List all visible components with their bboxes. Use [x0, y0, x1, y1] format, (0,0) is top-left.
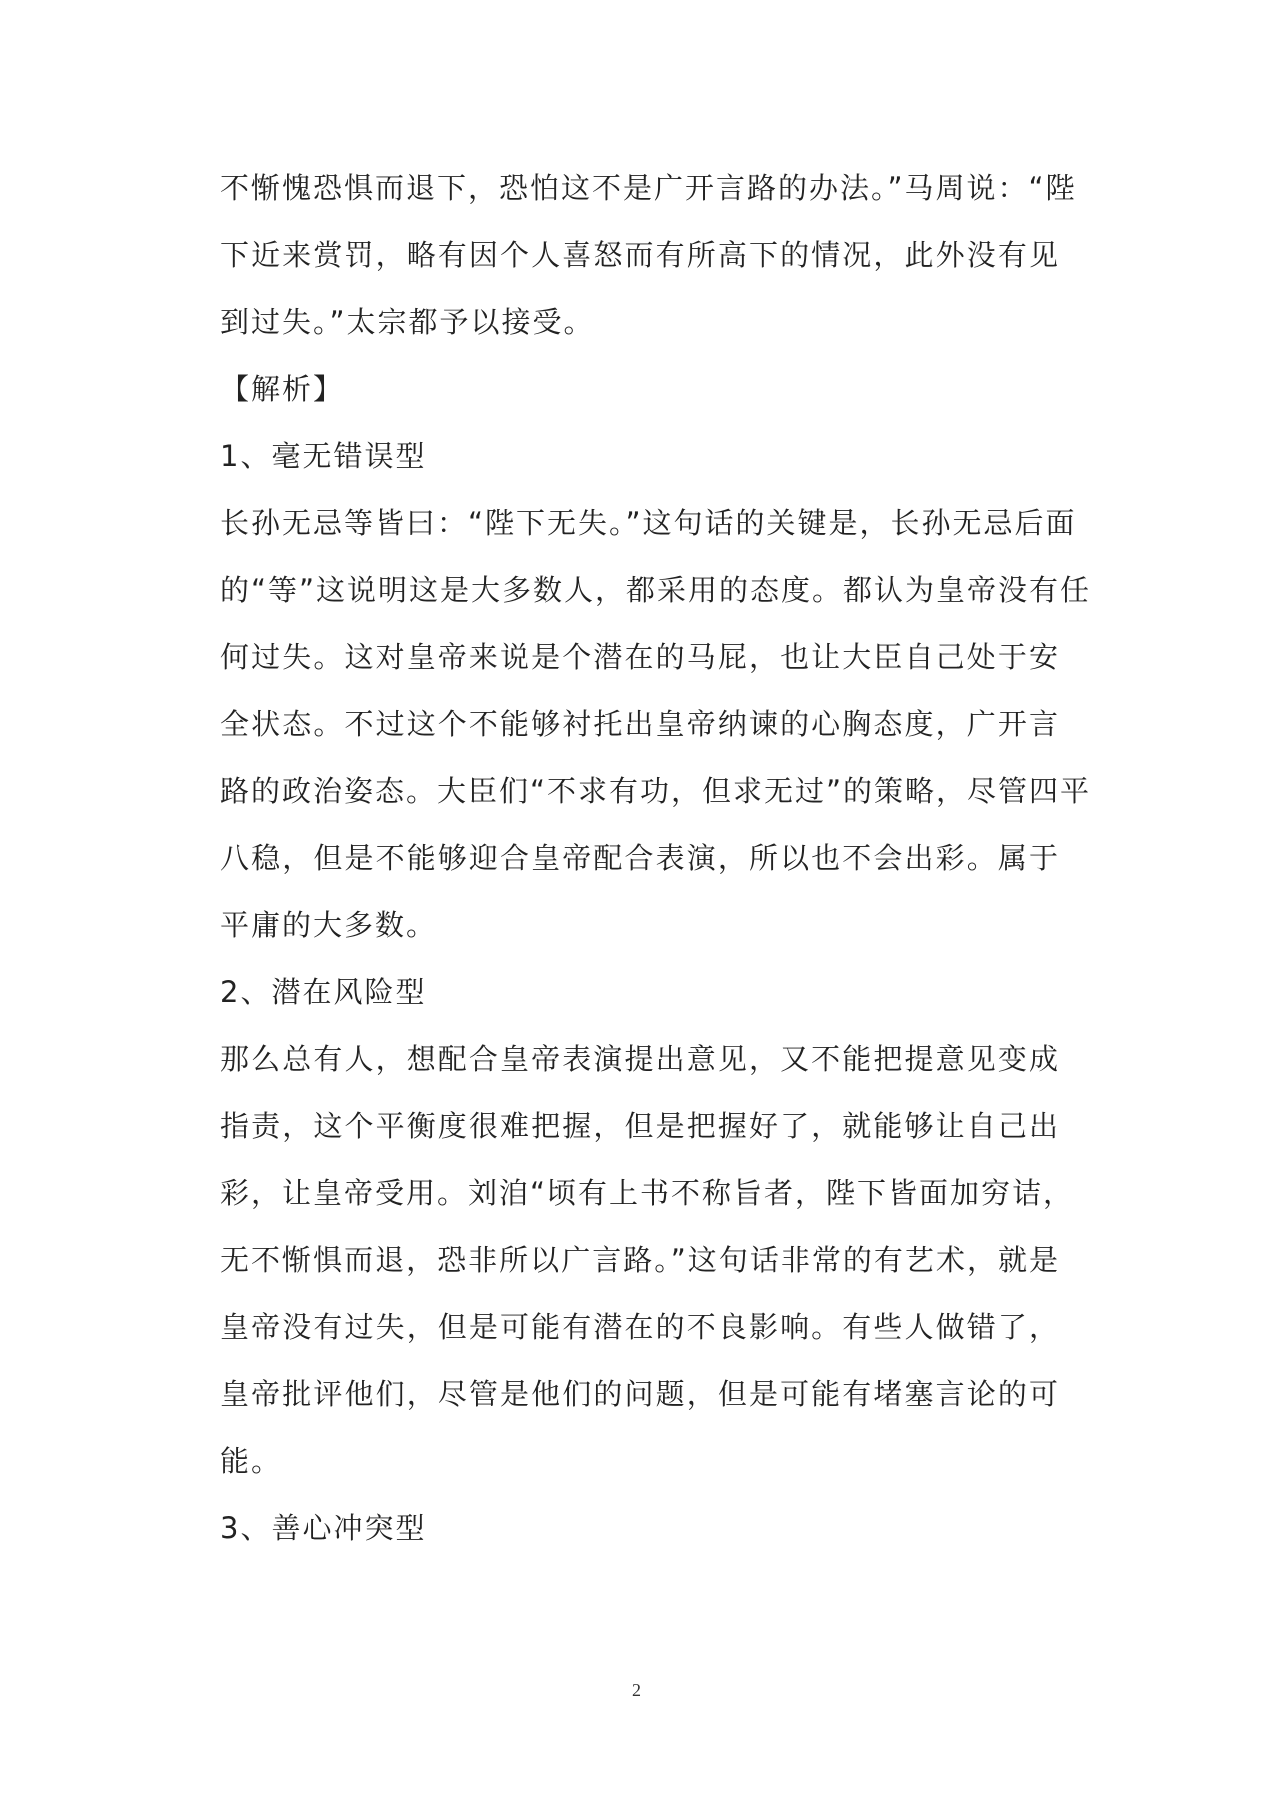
subheading-type-1: 1、毫无错误型 [220, 439, 427, 473]
section-heading-analysis: 【解析】 [220, 372, 345, 406]
text-line: 平庸的大多数。 [220, 908, 438, 942]
body-text [220, 162, 1092, 1569]
text-line: 能。 [220, 1444, 283, 1478]
text-line: 何过失。这对皇帝来说是个潜在的马屁，也让大臣自己处于安 [220, 640, 1060, 674]
subheading-type-3: 3、善心冲突型 [220, 1511, 427, 1545]
text-line: 路的政治姿态。大臣们“不求有功，但求无过”的策略，尽管四平 [220, 774, 1092, 808]
text-line: 八稳，但是不能够迎合皇帝配合表演，所以也不会出彩。属于 [220, 841, 1060, 875]
text-line: 彩，让皇帝受用。刘洎“顷有上书不称旨者，陛下皆面加穷诘， [220, 1176, 1075, 1210]
text-line: 指责，这个平衡度很难把握，但是把握好了，就能够让自己出 [220, 1109, 1060, 1143]
text-line: 全状态。不过这个不能够衬托出皇帝纳谏的心胸态度，广开言 [220, 707, 1060, 741]
page-number: 2 [632, 1680, 641, 1700]
text-line: 下近来赏罚，略有因个人喜怒而有所高下的情况，此外没有见 [220, 238, 1060, 272]
text-line: 皇帝批评他们，尽管是他们的问题，但是可能有堵塞言论的可 [220, 1377, 1060, 1411]
text-line: 那么总有人，想配合皇帝表演提出意见，又不能把提意见变成 [220, 1042, 1060, 1076]
text-line: 的“等”这说明这是大多数人，都采用的态度。都认为皇帝没有任 [220, 573, 1092, 607]
subheading-type-2: 2、潜在风险型 [220, 975, 427, 1009]
text-line: 不惭愧恐惧而退下，恐怕这不是广开言路的办法。”马周说：“陛 [220, 171, 1077, 205]
text-line: 到过失。”太宗都予以接受。 [220, 305, 595, 339]
text-line: 无不惭惧而退，恐非所以广言路。”这句话非常的有艺术，就是 [220, 1243, 1060, 1277]
text-line: 长孙无忌等皆曰：“陛下无失。”这句话的关键是，长孙无忌后面 [220, 506, 1077, 540]
text-line: 皇帝没有过失，但是可能有潜在的不良影响。有些人做错了， [220, 1310, 1060, 1344]
